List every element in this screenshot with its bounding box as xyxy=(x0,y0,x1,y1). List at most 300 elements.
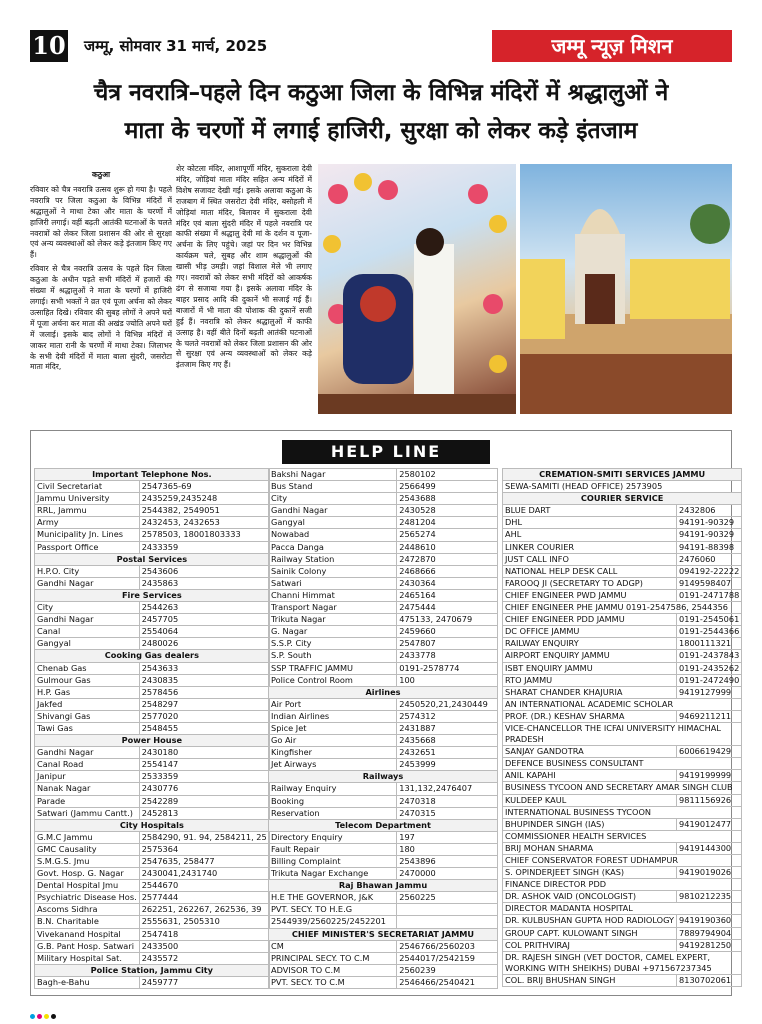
helpline-note: FINANCE DIRECTOR PDD xyxy=(503,879,742,891)
helpline-row xyxy=(35,577,270,589)
helpline-entry-name: Gandhi Nagar xyxy=(269,505,397,517)
helpline-entry-name: Railway Station xyxy=(269,553,397,565)
helpline-entry-number: 2547418 xyxy=(139,928,269,940)
helpline-row xyxy=(35,589,270,601)
helpline-row xyxy=(269,940,498,952)
helpline-entry-number: 2547365-69 xyxy=(139,481,269,493)
helpline-entry-name: Satwari (Jammu Cantt.) xyxy=(35,807,140,819)
helpline-entry-name: Jammu University xyxy=(35,493,140,505)
helpline-row xyxy=(35,964,270,976)
helpline-entry-name: Army xyxy=(35,517,140,529)
helpline-entry-number: 2565274 xyxy=(397,529,498,541)
helpline-row xyxy=(503,710,742,722)
helpline-column-2 xyxy=(268,468,498,989)
helpline-entry-name: Jakfed xyxy=(35,698,140,710)
helpline-entry-name: PVT. SECY. TO H.E.G xyxy=(269,904,397,916)
helpline-entry-name: Reservation xyxy=(269,807,397,819)
helpline-section-heading: Important Telephone Nos. xyxy=(35,469,270,481)
helpline-entry-name: Canal Road xyxy=(35,759,140,771)
helpline-row xyxy=(35,650,270,662)
helpline-row xyxy=(35,747,270,759)
helpline-row xyxy=(35,469,270,481)
helpline-entry-name: G.B. Pant Hosp. Satwari xyxy=(35,940,140,952)
helpline-entry-name: Chenab Gas xyxy=(35,662,140,674)
issue-date: जम्मू, सोमवार 31 मार्च, 2025 xyxy=(84,37,268,55)
helpline-section-heading: Raj Bhawan Jammu xyxy=(269,880,498,892)
helpline-entry-name: Tawi Gas xyxy=(35,722,140,734)
helpline-row xyxy=(503,481,742,493)
helpline-entry-number: 2432806 xyxy=(677,505,742,517)
article-paragraph-3: शेर कोटला मंदिर, आशापूर्णी मंदिर, सुकराला देवी मंदिर, जोड़ियां माता मंदिर सहित अन्य मंदिरों में विशेष सजावट देखी गई। इसके अलावा कठुआ के राजबाग में स्थित जसरोटा देवी मंदिर, बसोहली में जोड़ियां माता मंदिर, बिलावर में सुकराला देवी मंदिर एवं बाला सुंदरी मंदिर में पहले नवरात्रि पर काफी संख्या में श्रद्धालु देवी मां के दर्शन व पूजा-अर्चना के लिए पहुंचे। जहां पर दिन भर विभिन्न कार्यक्रम चले, सुबह और शाम श्रद्धालुओं की खासी भीड़ उमड़ी। जहां विशाल मेले भी लगाए गए। नवरात्रों को लेकर सभी मंदिरों को आकर्षक ढंग से सजाया गया है। इसके अलावा मंदिर के बाहर प्रसाद आदि की दुकानें भी सजाई गई हैं। बाजारों में भी माता की पोशाक की दुकानें सजी हुई हैं। नवरात्रि को लेकर श्रद्धालुओं में काफी उत्साह है। वहीं बीते दिनों बढ़ती आतंकी घटनाओं के चलते नवरात्रों को लेकर जिला प्रशासन की ओर से सुरक्षा एवं अन्य व्यवस्थाओं को लेकर कड़े इंतजाम किए गए हैं। xyxy=(176,164,312,370)
helpline-entry-number: 2546466/2540421 xyxy=(397,976,498,988)
helpline-row xyxy=(503,927,742,939)
helpline-row xyxy=(503,758,742,770)
article-paragraph-2: रविवार से चैत्र नवरात्रि उत्सव के पहले दिन जिला कठुआ के अधीन पड़ते सभी मंदिरों में हजारों की संख्या में श्रद्धालुओं ने माता के चरणों में हाजिरी लगाई। सभी भक्तों ने व्रत एवं पूजा अर्चना को लेकर उत्साहित दिखे। रविवार की सुबह लोगों ने अपने घरों में पूजा अर्चना कर माता की अखंड ज्योति अपने घरों में जलाई। इसके बाद लोगों ने विभिन्न मंदिरों में जाकर माता रानी के चरणों में माथा टेका। जिलाभर के सभी देवी मंदिरों में माता बाला सुंदरी, जसरोटा माता मंदिर, xyxy=(30,264,172,372)
helpline-entry-name: AIRPORT ENQUIRY JAMMU xyxy=(503,650,677,662)
helpline-row xyxy=(503,818,742,830)
headline-line-1: चैत्र नवरात्रि–पहले दिन कठुआ जिला के विभिन्न मंदिरों में श्रद्धालुओं ने xyxy=(93,80,669,106)
helpline-row xyxy=(503,794,742,806)
helpline-row xyxy=(269,710,498,722)
helpline-note: VICE-CHANCELLOR THE ICFAI UNIVERSITY HIMACHAL PRADESH xyxy=(503,722,742,745)
helpline-entry-name: BLUE DART xyxy=(503,505,677,517)
helpline-section-heading: CHIEF MINISTER'S SECRETARIAT JAMMU xyxy=(269,928,498,940)
temple-idol-photo xyxy=(318,164,516,414)
newspaper-brand: जम्मू न्यूज़ मिशन xyxy=(492,30,732,62)
helpline-note: CHIEF ENGINEER PHE JAMMU 0191-2547586, 2544356 xyxy=(503,602,742,614)
helpline-row xyxy=(35,783,270,795)
helpline-row xyxy=(35,565,270,577)
helpline-entry-number: 2480026 xyxy=(139,638,269,650)
helpline-row xyxy=(269,565,498,577)
helpline-entry-number: 9419199999 xyxy=(677,770,742,782)
helpline-row xyxy=(269,952,498,964)
helpline-row xyxy=(269,674,498,686)
helpline-row xyxy=(269,868,498,880)
helpline-row xyxy=(503,469,742,481)
helpline-entry-number: 2430041,2431740 xyxy=(139,868,269,880)
helpline-entry-name: Trikuta Nagar Exchange xyxy=(269,868,397,880)
helpline-entry-name: SANJAY GANDOTRA xyxy=(503,746,677,758)
helpline-entry-name: Passport Office xyxy=(35,541,140,553)
helpline-entry-name: DR. KULBUSHAN GUPTA HOD RADIOLOGY xyxy=(503,915,677,927)
helpline-entry-number: 9419281250 xyxy=(677,939,742,951)
helpline-row xyxy=(269,831,498,843)
helpline-row xyxy=(503,686,742,698)
helpline-entry-name: Govt. Hosp. G. Nagar xyxy=(35,868,140,880)
helpline-entry-number: 2578456 xyxy=(139,686,269,698)
helpline-row xyxy=(35,807,270,819)
helpline-row xyxy=(35,819,270,831)
helpline-row xyxy=(35,759,270,771)
helpline-entry-number: 9469211211 xyxy=(677,710,742,722)
helpline-entry-number: 2544382, 2549051 xyxy=(139,505,269,517)
helpline-entry-name: Nanak Nagar xyxy=(35,783,140,795)
helpline-entry-name: ANIL KAPAHI xyxy=(503,770,677,782)
helpline-row xyxy=(269,747,498,759)
helpline-entry-number: 262251, 262267, 262536, 39 xyxy=(139,904,269,916)
helpline-entry-name: S.M.G.S. Jmu xyxy=(35,856,140,868)
helpline-row xyxy=(35,662,270,674)
helpline-row xyxy=(35,952,270,964)
helpline-row xyxy=(35,795,270,807)
helpline-entry-number: 9419190360 xyxy=(677,915,742,927)
helpline-entry-number: 0191-2545061 xyxy=(677,614,742,626)
helpline-entry-name: Go Air xyxy=(269,735,397,747)
helpline-row xyxy=(269,856,498,868)
helpline-entry-number: 2547807 xyxy=(397,638,498,650)
helpline-row xyxy=(35,880,270,892)
helpline-entry-name: Railway Enquiry xyxy=(269,783,397,795)
helpline-entry-name: Canal xyxy=(35,626,140,638)
helpline-row xyxy=(269,892,498,904)
helpline-entry-number: 2459660 xyxy=(397,626,498,638)
helpline-entry-number: 2435572 xyxy=(139,952,269,964)
helpline-row xyxy=(269,650,498,662)
helpline-row xyxy=(35,481,270,493)
helpline-entry-name: RAILWAY ENQUIRY xyxy=(503,638,677,650)
helpline-row xyxy=(503,505,742,517)
helpline-entry-name: Booking xyxy=(269,795,397,807)
helpline-row xyxy=(35,904,270,916)
helpline-entry-name: RTO JAMMU xyxy=(503,674,677,686)
helpline-entry-number: 9419019026 xyxy=(677,867,742,879)
helpline-entry-number: 2560239 xyxy=(397,964,498,976)
helpline-entry-name: NATIONAL HELP DESK CALL xyxy=(503,565,677,577)
helpline-entry-number: 094192-22222 xyxy=(677,565,742,577)
helpline-entry-number: 9419127999 xyxy=(677,686,742,698)
helpline-entry-number: 2475444 xyxy=(397,602,498,614)
helpline-row xyxy=(503,529,742,541)
helpline-entry-number: 2435259,2435248 xyxy=(139,493,269,505)
helpline-row xyxy=(35,493,270,505)
helpline-entry-number: 2430180 xyxy=(139,747,269,759)
helpline-entry-name: Military Hospital Sat. xyxy=(35,952,140,964)
helpline-entry-name: SSP TRAFFIC JAMMU xyxy=(269,662,397,674)
helpline-row xyxy=(503,770,742,782)
helpline-entry-number: 94191-90329 xyxy=(677,517,742,529)
helpline-entry-number: 2430528 xyxy=(397,505,498,517)
helpline-row xyxy=(35,940,270,952)
helpline-entry-number: 0191-2472490 xyxy=(677,674,742,686)
helpline-entry-name: Nowabad xyxy=(269,529,397,541)
helpline-row xyxy=(269,807,498,819)
print-color-marks xyxy=(30,1004,732,1010)
helpline-row xyxy=(35,771,270,783)
helpline-entry-name: Gandhi Nagar xyxy=(35,747,140,759)
helpline-row xyxy=(269,795,498,807)
helpline-row xyxy=(269,481,498,493)
helpline-entry-number: 0191-2435262 xyxy=(677,662,742,674)
helpline-entry-number: 2433500 xyxy=(139,940,269,952)
helpline-entry-name: Psychiatric Disease Hos. xyxy=(35,892,140,904)
helpline-entry-name: Jet Airways xyxy=(269,759,397,771)
helpline-entry-name: Shivangi Gas xyxy=(35,710,140,722)
helpline-entry-name: S. OPINDERJEET SINGH (KAS) xyxy=(503,867,677,879)
helpline-note: BUSINESS TYCOON AND SECRETARY AMAR SINGH CLUB xyxy=(503,782,742,794)
helpline-entry-number: 0191-2544366 xyxy=(677,626,742,638)
helpline-entry-name: Satwari xyxy=(269,577,397,589)
helpline-row xyxy=(269,698,498,710)
helpline-row xyxy=(35,698,270,710)
article-headline xyxy=(30,74,732,150)
helpline-row xyxy=(35,868,270,880)
helpline-entry-number: 6006619429 xyxy=(677,746,742,758)
helpline-row xyxy=(503,939,742,951)
helpline-entry-name: Ascoms Sidhra xyxy=(35,904,140,916)
helpline-row xyxy=(35,614,270,626)
helpline-entry-name: City xyxy=(269,493,397,505)
helpline-entry-name: Gangyal xyxy=(269,517,397,529)
helpline-entry-name: BRIJ MOHAN SHARMA xyxy=(503,842,677,854)
helpline-row xyxy=(269,517,498,529)
helpline-row xyxy=(269,614,498,626)
helpline-row xyxy=(35,541,270,553)
helpline-row xyxy=(503,903,742,915)
helpline-row xyxy=(269,626,498,638)
helpline-row xyxy=(35,553,270,565)
helpline-row xyxy=(35,626,270,638)
headline-line-2: माता के चरणों में लगाई हाजिरी, सुरक्षा को लेकर कड़े इंतजाम xyxy=(124,118,638,144)
helpline-entry-name: CHIEF ENGINEER PDD JAMMU xyxy=(503,614,677,626)
helpline-entry-name: DC OFFICE JAMMU xyxy=(503,626,677,638)
helpline-row xyxy=(269,880,498,892)
helpline-section-heading: Cooking Gas dealers xyxy=(35,650,270,662)
helpline-entry-name: RRL, Jammu xyxy=(35,505,140,517)
helpline-row xyxy=(269,819,498,831)
helpline-row xyxy=(269,916,498,928)
helpline-entry-name: Channi Himmat xyxy=(269,589,397,601)
helpline-entry-number xyxy=(397,904,498,916)
helpline-entry-number: 2459777 xyxy=(139,976,269,988)
helpline-note: CHIEF CONSERVATOR FOREST UDHAMPUR xyxy=(503,855,742,867)
helpline-entry-name: Municipality Jn. Lines xyxy=(35,529,140,541)
helpline-entry-name: AHL xyxy=(503,529,677,541)
helpline-row xyxy=(503,614,742,626)
helpline-entry-name: CHIEF ENGINEER PWD JAMMU xyxy=(503,589,677,601)
helpline-row xyxy=(35,722,270,734)
helpline-row xyxy=(269,638,498,650)
helpline-entry-number: 2453999 xyxy=(397,759,498,771)
helpline-entry-number: 1800111321 xyxy=(677,638,742,650)
helpline-row xyxy=(35,735,270,747)
helpline-entry-name: ISBT ENQUIRY JAMMU xyxy=(503,662,677,674)
helpline-entry-number: 94191-88398 xyxy=(677,541,742,553)
helpline-row xyxy=(269,541,498,553)
helpline-entry-number: 9811156926 xyxy=(677,794,742,806)
helpline-entry-number: 2432453, 2432653 xyxy=(139,517,269,529)
helpline-row xyxy=(503,698,742,710)
helpline-entry-number: 2577444 xyxy=(139,892,269,904)
helpline-entry-number: 2548455 xyxy=(139,722,269,734)
helpline-entry-number: 2448610 xyxy=(397,541,498,553)
helpline-row xyxy=(269,735,498,747)
helpline-row xyxy=(269,783,498,795)
article-dateline: कठुआ xyxy=(91,170,110,179)
helpline-entry-name: Directory Enquiry xyxy=(269,831,397,843)
helpline-entry-name: JUST CALL INFO xyxy=(503,553,677,565)
page-header xyxy=(30,30,732,64)
helpline-entry-number: 0191-2471788 xyxy=(677,589,742,601)
helpline-entry-name: Indian Airlines xyxy=(269,710,397,722)
helpline-entry-number: 2560225 xyxy=(397,892,498,904)
helpline-entry-name: GMC Causality xyxy=(35,843,140,855)
helpline-entry-number: 2577020 xyxy=(139,710,269,722)
helpline-row xyxy=(269,904,498,916)
helpline-entry-number: 2578503, 18001803333 xyxy=(139,529,269,541)
helpline-section-heading: Railways xyxy=(269,771,498,783)
helpline-entry-name: GROUP CAPT. KULOWANT SINGH xyxy=(503,927,677,939)
helpline-entry-name: ADVISOR TO C.M xyxy=(269,964,397,976)
helpline-entry-number: 2431887 xyxy=(397,722,498,734)
helpline-row xyxy=(269,759,498,771)
article-paragraph-1: रविवार को चैत्र नवरात्रि उत्सव शुरू हो गया है। पहले नवरात्रि पर जिला कठुआ के विभिन्न मंदिरों में श्रद्धालुओं ने माथा टेका और माता के चरणों में हाजिरी लगाई। वहीं बढ़ती आतंकी घटनाओं के चलते नवरात्रों को लेकर जिला प्रशासन की ओर से सुरक्षा एवं अन्य व्यवस्थाओं को लेकर कड़े इंतजाम किए गए हैं। xyxy=(30,184,172,260)
helpline-row xyxy=(503,517,742,529)
helpline-entry-name: Parade xyxy=(35,795,140,807)
helpline-row xyxy=(35,928,270,940)
helpline-section-heading: CREMATION-SMITI SERVICES JAMMU xyxy=(503,469,742,481)
helpline-row xyxy=(269,505,498,517)
helpline-column-1 xyxy=(34,468,267,989)
helpline-row xyxy=(503,541,742,553)
helpline-entry-name: Civil Secretariat xyxy=(35,481,140,493)
helpline-entry-number: 197 xyxy=(397,831,498,843)
helpline-row xyxy=(35,517,270,529)
helpline-row xyxy=(35,831,270,843)
helpline-entry-number: 2543633 xyxy=(139,662,269,674)
helpline-entry-number: 2430776 xyxy=(139,783,269,795)
helpline-entry-name: Police Control Room xyxy=(269,674,397,686)
helpline-entry-number: 2450520,21,2430449 xyxy=(397,698,498,710)
helpline-entry-name: Pacca Danga xyxy=(269,541,397,553)
helpline-entry-name: Vivekanand Hospital xyxy=(35,928,140,940)
helpline-entry-number: 2533359 xyxy=(139,771,269,783)
helpline-row xyxy=(269,553,498,565)
helpline-entry-number: 2542289 xyxy=(139,795,269,807)
helpline-row xyxy=(35,856,270,868)
helpline-entry-number: 2584290, 91. 94, 2584211, 25 xyxy=(139,831,269,843)
helpline-entry-number: 9149598407 xyxy=(677,577,742,589)
helpline-note: COMMISSIONER HEALTH SERVICES xyxy=(503,830,742,842)
helpline-entry-number: 2544670 xyxy=(139,880,269,892)
helpline-entry-name: B.N. Charitable xyxy=(35,916,140,928)
helpline-column-3 xyxy=(502,468,740,987)
helpline-entry-number: 475133, 2470679 xyxy=(397,614,498,626)
helpline-entry-number: 2468666 xyxy=(397,565,498,577)
helpline-entry-number: 2452813 xyxy=(139,807,269,819)
helpline-entry-name: COL PRITHVIRAJ xyxy=(503,939,677,951)
helpline-entry-name: City xyxy=(35,602,140,614)
helpline-entry-name: FAROOQ JI (SECRETARY TO ADGP) xyxy=(503,577,677,589)
helpline-entry-name: PRINCIPAL SECY. TO C.M xyxy=(269,952,397,964)
helpline-row xyxy=(35,505,270,517)
helpline-entry-number: 2430835 xyxy=(139,674,269,686)
helpline-entry-number: 180 xyxy=(397,843,498,855)
article-column-2 xyxy=(176,164,312,426)
helpline-entry-number: 8130702061 xyxy=(677,974,742,986)
helpline-row xyxy=(503,842,742,854)
helpline-entry-name: G. Nagar xyxy=(269,626,397,638)
helpline-row xyxy=(269,577,498,589)
helpline-row xyxy=(503,722,742,745)
helpline-entry-name: Trikuta Nagar xyxy=(269,614,397,626)
helpline-entry-name: DR. ASHOK VAID (ONCOLOGIST) xyxy=(503,891,677,903)
helpline-row xyxy=(35,674,270,686)
helpline-row xyxy=(503,746,742,758)
helpline-entry-name: Transport Nagar xyxy=(269,602,397,614)
temple-building-photo xyxy=(520,164,732,414)
helpline-entry-number: 2435863 xyxy=(139,577,269,589)
helpline-entry-number: 2457705 xyxy=(139,614,269,626)
helpline-note: INTERNATIONAL BUSINESS TYCOON xyxy=(503,806,742,818)
helpline-row xyxy=(503,662,742,674)
helpline-row xyxy=(35,976,270,988)
helpline-entry-name: 2544939/2560225/2452201 xyxy=(269,916,397,928)
helpline-entry-number: 2430364 xyxy=(397,577,498,589)
helpline-row xyxy=(269,928,498,940)
helpline-row xyxy=(503,806,742,818)
helpline-entry-number: 131,132,2476407 xyxy=(397,783,498,795)
helpline-row xyxy=(503,626,742,638)
helpline-entry-number: 2470315 xyxy=(397,807,498,819)
page-number: 10 xyxy=(30,30,68,62)
helpline-row xyxy=(503,565,742,577)
helpline-entry-number: 94191-90329 xyxy=(677,529,742,541)
helpline-entry-number: 2433778 xyxy=(397,650,498,662)
helpline-row xyxy=(35,529,270,541)
helpline-row xyxy=(269,529,498,541)
helpline-entry-number: 0191-2578774 xyxy=(397,662,498,674)
helpline-row xyxy=(503,867,742,879)
helpline-entry-number: 2432651 xyxy=(397,747,498,759)
helpline-row xyxy=(503,674,742,686)
helpline-entry-number: 7889794904 xyxy=(677,927,742,939)
helpline-entry-number: 2575364 xyxy=(139,843,269,855)
helpline-entry-name: Dental Hospital Jmu xyxy=(35,880,140,892)
helpline-section-heading: City Hospitals xyxy=(35,819,270,831)
helpline-note: DR. RAJESH SINGH (VET DOCTOR, CAMEL EXPERT, WORKING WITH SHEIKHS) DUBAI +971567237345 xyxy=(503,951,742,974)
helpline-note: SEWA-SAMITI (HEAD OFFICE) 2573905 xyxy=(503,481,742,493)
helpline-entry-name: CM xyxy=(269,940,397,952)
helpline-entry-number: 2574312 xyxy=(397,710,498,722)
helpline-row xyxy=(35,892,270,904)
helpline-entry-number: 2472870 xyxy=(397,553,498,565)
helpline-entry-name: Gulmour Gas xyxy=(35,674,140,686)
helpline-entry-number: 2546766/2560203 xyxy=(397,940,498,952)
helpline-row xyxy=(269,686,498,698)
helpline-entry-name: COL. BRIJ BHUSHAN SINGH xyxy=(503,974,677,986)
helpline-entry-number: 2481204 xyxy=(397,517,498,529)
helpline-section-heading: Airlines xyxy=(269,686,498,698)
helpline-row xyxy=(35,916,270,928)
helpline-entry-number: 2554147 xyxy=(139,759,269,771)
helpline-entry-name: Gandhi Nagar xyxy=(35,614,140,626)
helpline-entry-name: Gandhi Nagar xyxy=(35,577,140,589)
helpline-row xyxy=(269,976,498,988)
helpline-entry-number: 2435668 xyxy=(397,735,498,747)
helpline-entry-name: Bakshi Nagar xyxy=(269,469,397,481)
helpline-entry-number: 2543688 xyxy=(397,493,498,505)
helpline-entry-name: Bagh-e-Bahu xyxy=(35,976,140,988)
helpline-row xyxy=(269,964,498,976)
helpline-entry-name: Spice Jet xyxy=(269,722,397,734)
helpline-row xyxy=(503,974,742,986)
helpline-entry-name: KULDEEP KAUL xyxy=(503,794,677,806)
helpline-entry-number: 2470318 xyxy=(397,795,498,807)
article-column-1 xyxy=(30,170,172,426)
helpline-entry-name: DHL xyxy=(503,517,677,529)
helpline-entry-number: 2543606 xyxy=(139,565,269,577)
